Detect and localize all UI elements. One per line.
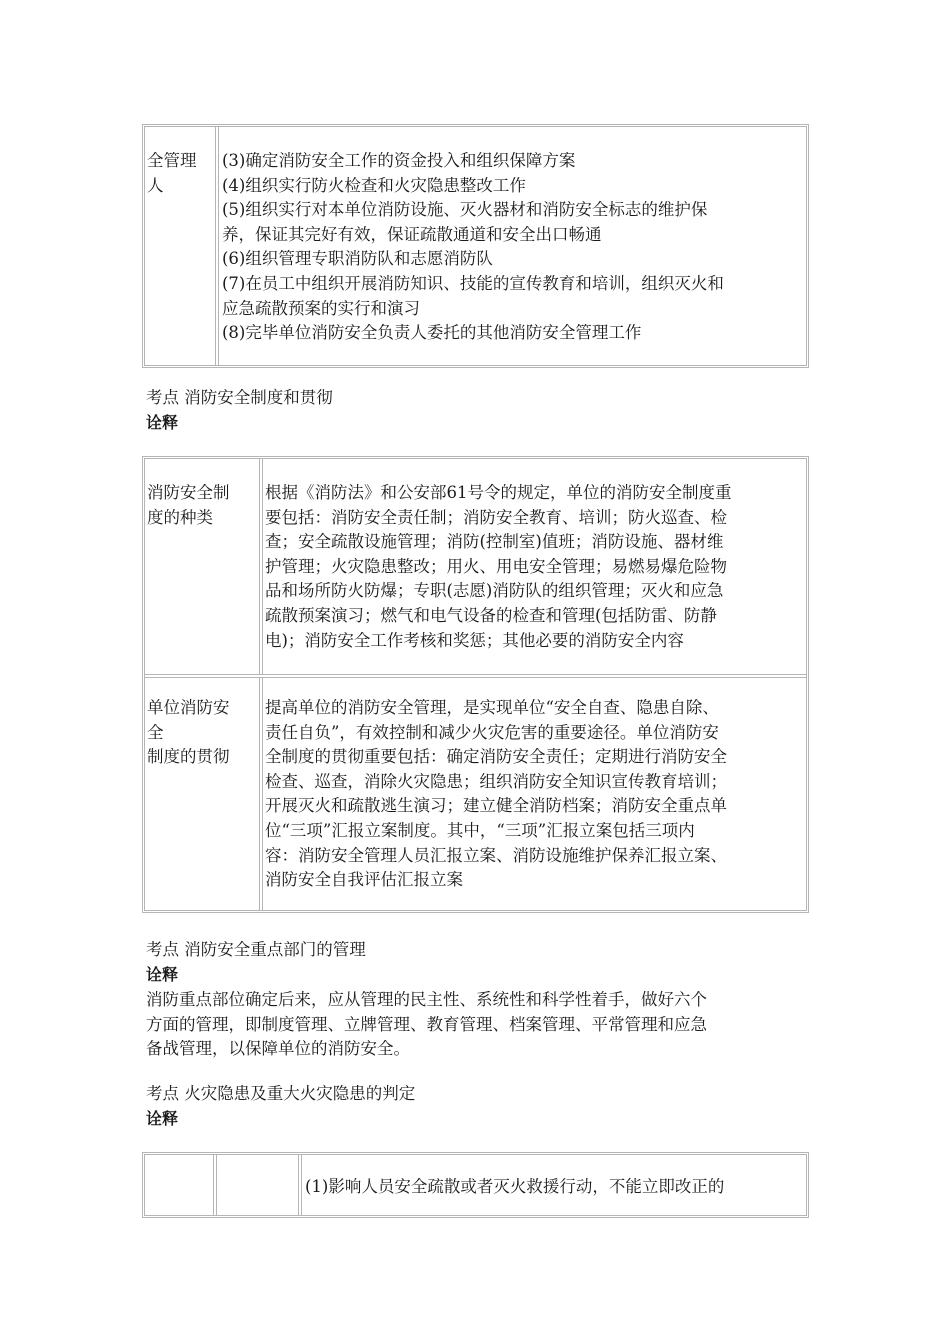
content-line: (3)确定消防安全工作的资金投入和组织保障方案: [222, 151, 576, 170]
section-subtitle: 诠释: [146, 965, 179, 984]
content-line: 责任自负”，有效控制和减少火灾危害的重要途径。单位消防安: [265, 722, 719, 742]
responsibility-table: [142, 124, 809, 368]
table-cell: [145, 1155, 217, 1215]
content-line: 开展灭火和疏散逃生演习；建立健全消防档案；消防安全重点单: [265, 796, 727, 816]
row-label: [145, 678, 263, 910]
section-title: 考点 消防安全制度和贯彻: [146, 388, 333, 407]
label-line: 消防安全制: [147, 483, 230, 502]
content-line: 位“三项”汇报立案制度。其中，“三项”汇报立案包括三项内: [265, 820, 695, 840]
body-line: 方面的管理，即制度管理、立牌管理、教育管理、档案管理、平常管理和应急: [146, 1014, 707, 1034]
body-line: 消防重点部位确定后来，应从管理的民主性、系统性和科学性着手，做好六个: [146, 990, 707, 1009]
label-line: 全: [147, 722, 164, 742]
row-content: [263, 678, 806, 910]
section-title: 考点 消防安全重点部门的管理: [146, 940, 366, 959]
label-line: 人: [147, 175, 164, 195]
content-line: 查；安全疏散设施管理；消防(控制室)值班；消防设施、器材维: [265, 532, 724, 552]
table-row: [145, 674, 806, 910]
content-line: 应急疏散预案的实行和演习: [222, 298, 420, 318]
content-line: 检查、巡查，消除火灾隐患；组织消防安全知识宣传教育培训；: [265, 771, 727, 791]
row-content: [219, 127, 804, 365]
content-line: 容：消防安全管理人员汇报立案、消防设施维护保养汇报立案、: [265, 845, 727, 865]
table-row: [145, 1155, 806, 1215]
content-line: (5)组织实行对本单位消防设施、灭火器材和消防安全标志的维护保: [222, 200, 708, 220]
content-line: 养，保证其完好有效，保证疏散通道和安全出口畅通: [222, 224, 602, 244]
body-line: 备战管理，以保障单位的消防安全。: [146, 1039, 410, 1059]
label-line: 全管理: [147, 151, 197, 170]
section-body: [146, 988, 806, 1062]
section-subtitle: 诠释: [146, 413, 179, 432]
table-row: [145, 459, 806, 674]
content-line: 电)；消防安全工作考核和奖惩；其他必要的消防安全内容: [265, 630, 684, 650]
section-subtitle: 诠释: [146, 1109, 179, 1128]
content-line: (7)在员工中组织开展消防知识、技能的宣传教育和培训，组织灭火和: [222, 273, 724, 293]
content-line: 护管理；火灾隐患整改；用火、用电安全管理；易燃易爆危险物: [265, 556, 727, 576]
content-line: 疏散预案演习；燃气和电气设备的检查和管理(包括防雷、防静: [265, 605, 717, 625]
content-line: 要包括：消防安全责任制；消防安全教育、培训；防火巡查、检: [265, 507, 727, 527]
label-line: 制度的贯彻: [147, 747, 230, 767]
row-content: [263, 459, 806, 674]
content-line: (1)影响人员安全疏散或者灭火救援行动，不能立即改正的: [305, 1177, 725, 1196]
row-label: [145, 459, 263, 674]
fire-hazard-table: [142, 1152, 809, 1218]
label-line: 单位消防安: [147, 698, 230, 717]
content-line: (8)完毕单位消防安全负责人委托的其他消防安全管理工作: [222, 323, 642, 343]
fire-safety-system-table: [142, 456, 809, 913]
row-label: [145, 127, 219, 365]
section-title: 考点 火灾隐患及重大火灾隐患的判定: [146, 1084, 416, 1103]
content-line: (4)组织实行防火检查和火灾隐患整改工作: [222, 175, 526, 195]
content-line: 根据《消防法》和公安部61号令的规定，单位的消防安全制度重: [265, 483, 732, 502]
table-cell: [302, 1155, 802, 1215]
content-line: 消防安全自我评估汇报立案: [265, 870, 463, 890]
content-line: 品和场所防火防爆；专职(志愿)消防队的组织管理；灭火和应急: [265, 581, 724, 601]
table-row: [145, 127, 806, 365]
content-line: 全制度的贯彻重要包括：确定消防安全责任；定期进行消防安全: [265, 747, 727, 767]
content-line: (6)组织管理专职消防队和志愿消防队: [222, 249, 493, 269]
content-line: 提高单位的消防安全管理，是实现单位“安全自查、隐患自除、: [265, 698, 719, 717]
table-cell: [217, 1155, 302, 1215]
label-line: 度的种类: [147, 507, 213, 527]
